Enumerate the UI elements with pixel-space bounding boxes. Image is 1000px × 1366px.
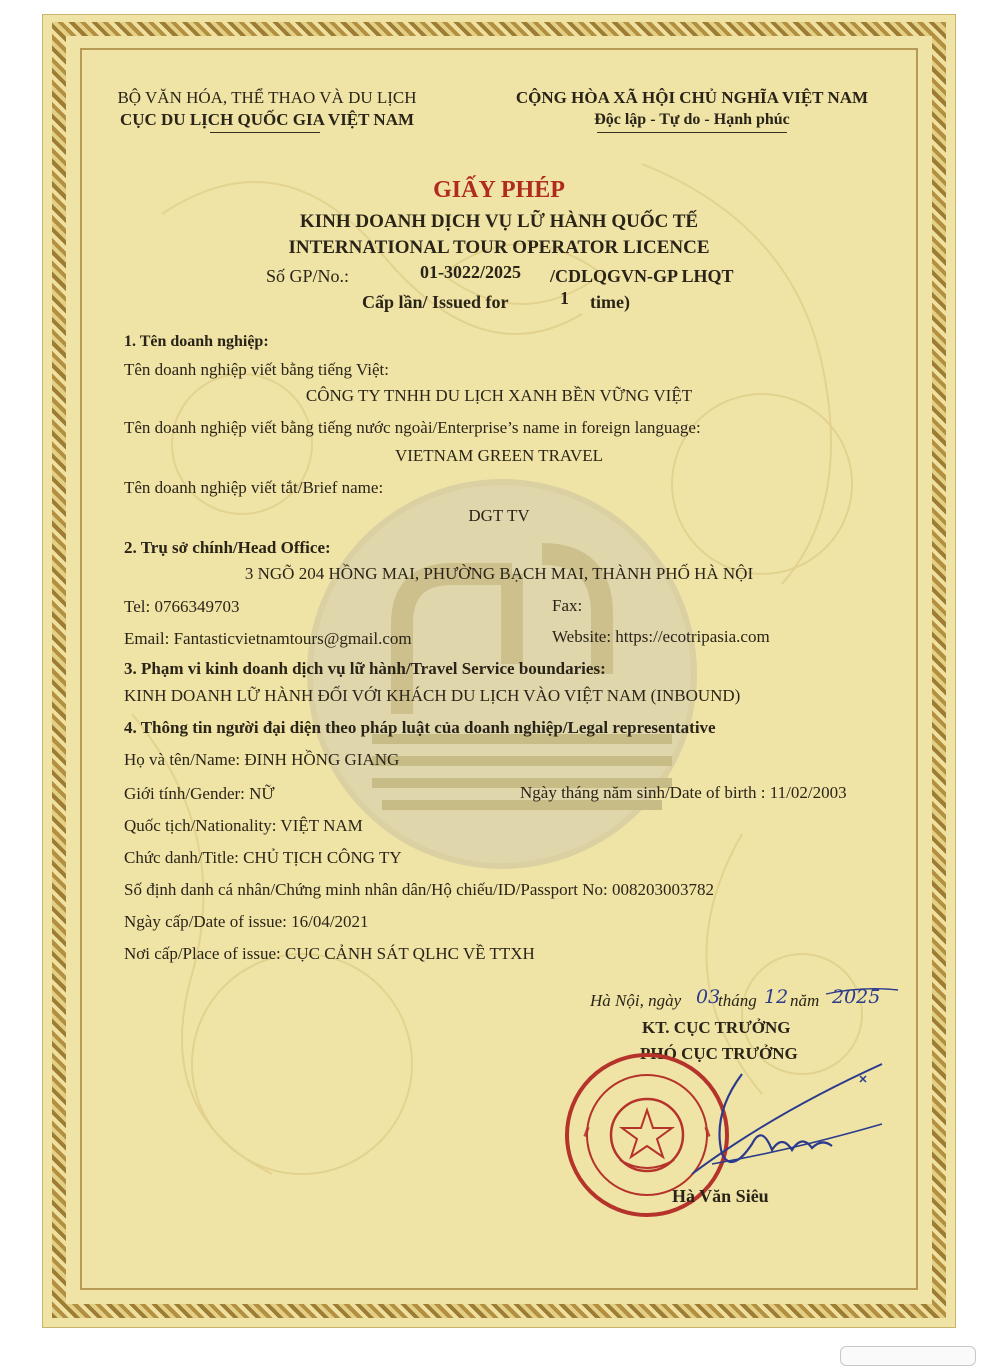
corner-overlay-button[interactable] — [840, 1346, 976, 1366]
rep-issue-place: Nơi cấp/Place of issue: CỤC CẢNH SÁT QLHC VỀ TTXH — [124, 944, 535, 963]
licence-no-value: 01-3022/2025 — [420, 262, 521, 282]
year-underline-stroke — [822, 982, 902, 1002]
sign-month: 12 — [764, 986, 789, 1008]
sign-year: 2025 — [832, 986, 881, 1008]
signer-role-1: KT. CỤC TRƯỞNG — [642, 1018, 791, 1037]
signer-role-2: PHÓ CỤC TRƯỞNG — [640, 1044, 798, 1063]
company-vn-label: Tên doanh nghiệp viết bằng tiếng Việt: — [124, 360, 389, 379]
licence-no-suffix: /CDLQGVN-GP LHQT — [550, 266, 734, 286]
section1-heading: 1. Tên doanh nghiệp: — [124, 333, 269, 350]
handwritten-signature — [682, 1054, 892, 1184]
rep-gender: Giới tính/Gender: NỮ — [124, 784, 275, 803]
tel: Tel: 0766349703 — [124, 597, 240, 616]
rep-issue-date: Ngày cấp/Date of issue: 16/04/2021 — [124, 912, 369, 931]
company-foreign-label: Tên doanh nghiệp viết bằng tiếng nước ngoài/Enterprise’s name in foreign language: — [124, 418, 701, 437]
section4-heading: 4. Thông tin người đại diện theo pháp luật của doanh nghiệp/Legal representative — [124, 718, 716, 737]
rep-name: Họ và tên/Name: ĐINH HỒNG GIANG — [124, 750, 400, 769]
sign-day: 03 — [696, 986, 721, 1008]
header-underline-right — [597, 132, 787, 133]
head-office-address: 3 NGÕ 204 HỒNG MAI, PHƯỜNG BẠCH MAI, THÀNH PHỐ HÀ NỘI — [244, 564, 754, 583]
republic-name: CỘNG HÒA XÃ HỘI CHỦ NGHĨA VIỆT NAM — [515, 88, 869, 107]
rep-dob: Ngày tháng năm sinh/Date of birth : 11/02/2003 — [520, 783, 847, 802]
issued-suffix: time) — [590, 292, 630, 312]
sign-place-prefix: Hà Nội, ngày — [590, 991, 682, 1010]
title-english: INTERNATIONAL TOUR OPERATOR LICENCE — [288, 237, 710, 258]
company-brief-label: Tên doanh nghiệp viết tắt/Brief name: — [124, 478, 384, 497]
agency-name: CỤC DU LỊCH QUỐC GIA VIỆT NAM — [119, 110, 415, 129]
header-underline-left — [210, 132, 320, 133]
signer-name: Hà Văn Siêu — [672, 1186, 769, 1206]
email: Email: Fantasticvietnamtours@gmail.com — [124, 629, 412, 648]
issued-count: 1 — [560, 288, 569, 308]
service-scope: KINH DOANH LỮ HÀNH ĐỐI VỚI KHÁCH DU LỊCH VÀO VIỆT NAM (INBOUND) — [124, 686, 741, 705]
national-emblem-icon — [611, 1099, 683, 1171]
company-brief-name: DGT TV — [468, 506, 530, 525]
ministry-name: BỘ VĂN HÓA, THỂ THAO VÀ DU LỊCH — [117, 88, 417, 107]
national-motto: Độc lập - Tự do - Hạnh phúc — [594, 111, 790, 128]
issued-label: Cấp lần/ Issued for — [362, 292, 509, 312]
company-foreign-name: VIETNAM GREEN TRAVEL — [394, 446, 604, 465]
sign-year-label: năm — [790, 991, 820, 1010]
fax: Fax: — [552, 596, 583, 615]
rep-nationality: Quốc tịch/Nationality: VIỆT NAM — [124, 816, 363, 835]
rep-title: Chức danh/Title: CHỦ TỊCH CÔNG TY — [124, 848, 402, 867]
licence-no-label: Số GP/No.: — [266, 266, 350, 286]
section3-heading: 3. Phạm vi kinh doanh dịch vụ lữ hành/Travel Service boundaries: — [124, 659, 606, 678]
document-title: GIẤY PHÉP — [433, 177, 565, 203]
section2-heading: 2. Trụ sở chính/Head Office: — [124, 538, 331, 557]
rep-id: Số định danh cá nhân/Chứng minh nhân dân/Hộ chiếu/ID/Passport No: 008203003782 — [124, 880, 714, 899]
licence-document — [42, 14, 956, 1328]
website: Website: https://ecotripasia.com — [552, 627, 770, 646]
company-vn-name: CÔNG TY TNHH DU LỊCH XANH BỀN VỮNG VIỆT — [305, 386, 693, 405]
sign-month-label: tháng — [718, 991, 757, 1010]
title-vietnamese: KINH DOANH DỊCH VỤ LỮ HÀNH QUỐC TẾ — [299, 211, 699, 232]
